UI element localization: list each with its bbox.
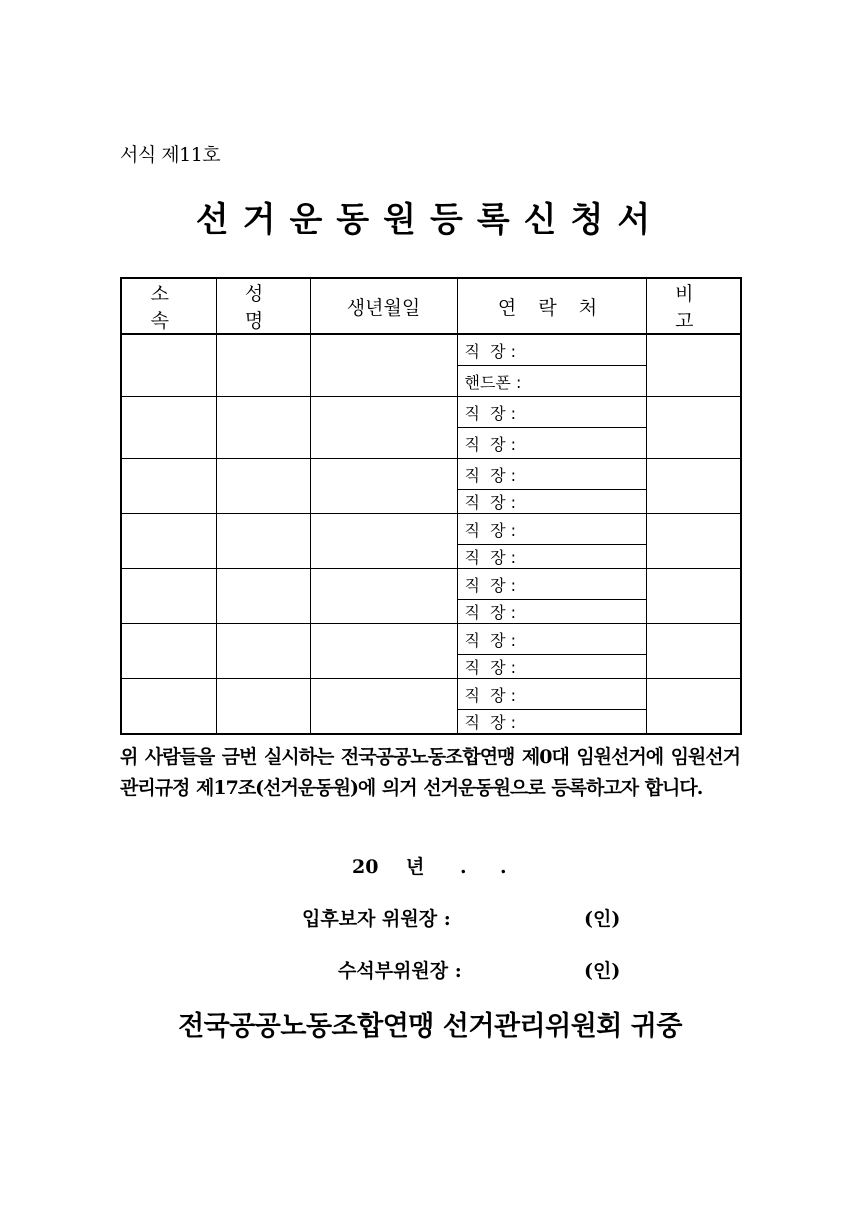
cell-birth: [310, 624, 457, 679]
date-year-label: 년: [406, 856, 425, 878]
cell-contact-workplace-2: 직 장 :: [457, 428, 646, 459]
table-row: [121, 569, 741, 600]
cell-affiliation: [121, 624, 216, 679]
cell-note: [646, 679, 741, 735]
cell-contact-workplace: 직 장 :: [457, 334, 646, 366]
cell-contact-workplace-2: 직 장 :: [457, 545, 646, 569]
table-header-row: [121, 278, 741, 334]
cell-affiliation: [121, 569, 216, 624]
cell-contact-workplace: 직 장 :: [457, 569, 646, 600]
cell-birth: [310, 514, 457, 569]
table-row: [121, 459, 741, 490]
table-row: [121, 397, 741, 428]
cell-contact-workplace-2: 직 장 :: [457, 600, 646, 624]
cell-name: [216, 459, 310, 514]
cell-birth: [310, 679, 457, 735]
header-affiliation: 소 속: [121, 278, 216, 334]
addressee: 전국공공노동조합연맹 선거관리위원회 귀중: [178, 1011, 682, 1042]
table-row: [121, 679, 741, 710]
candidate-seal: (인): [584, 908, 621, 930]
cell-name: [216, 397, 310, 459]
cell-affiliation: [121, 397, 216, 459]
cell-name: [216, 569, 310, 624]
cell-contact-workplace: 직 장 :: [457, 679, 646, 710]
date-year-prefix: 20: [352, 856, 379, 878]
header-name: 성 명: [216, 278, 310, 334]
cell-note: [646, 459, 741, 514]
table-row: [121, 624, 741, 655]
cell-affiliation: [121, 679, 216, 735]
cell-name: [216, 334, 310, 397]
cell-birth: [310, 459, 457, 514]
cell-name: [216, 624, 310, 679]
cell-birth: [310, 397, 457, 459]
statement-paragraph: 위 사람들을 금번 실시하는 전국공공노동조합연맹 제0대 임원선거에 임원선거관리규정 제17조(선거운동원)에 의거 선거운동원으로 등록하고자 합니다.: [120, 746, 740, 799]
cell-affiliation: [121, 334, 216, 397]
form-number: 서식 제11호: [120, 144, 221, 166]
cell-affiliation: [121, 459, 216, 514]
cell-contact-workplace: 직 장 :: [457, 514, 646, 545]
candidate-signature-label: 입후보자 위원장 :: [302, 908, 451, 930]
cell-contact-workplace-2: 직 장 :: [457, 710, 646, 735]
cell-birth: [310, 334, 457, 397]
cell-contact-mobile: 핸드폰 :: [457, 366, 646, 397]
header-contact: 연 락 처: [457, 278, 646, 334]
header-birth: 생년월일: [310, 278, 457, 334]
cell-name: [216, 679, 310, 735]
cell-affiliation: [121, 514, 216, 569]
cell-contact-workplace: 직 장 :: [457, 397, 646, 428]
date-day-dot: .: [500, 856, 507, 878]
cell-name: [216, 514, 310, 569]
cell-note: [646, 397, 741, 459]
cell-contact-workplace: 직 장 :: [457, 459, 646, 490]
vice-seal: (인): [584, 960, 621, 982]
vice-signature-label: 수석부위원장 :: [338, 960, 462, 982]
header-note: 비 고: [646, 278, 741, 334]
cell-note: [646, 514, 741, 569]
cell-note: [646, 334, 741, 397]
cell-note: [646, 569, 741, 624]
document-title: 선거운동원등록신청서: [195, 200, 665, 240]
date-line: [352, 852, 507, 879]
cell-contact-workplace-2: 직 장 :: [457, 490, 646, 514]
registration-table: [120, 277, 742, 735]
table-row: [121, 514, 741, 545]
cell-birth: [310, 569, 457, 624]
cell-contact-workplace-2: 직 장 :: [457, 655, 646, 679]
cell-note: [646, 624, 741, 679]
date-month-dot: .: [460, 856, 467, 878]
table-row: [121, 334, 741, 366]
cell-contact-workplace: 직 장 :: [457, 624, 646, 655]
